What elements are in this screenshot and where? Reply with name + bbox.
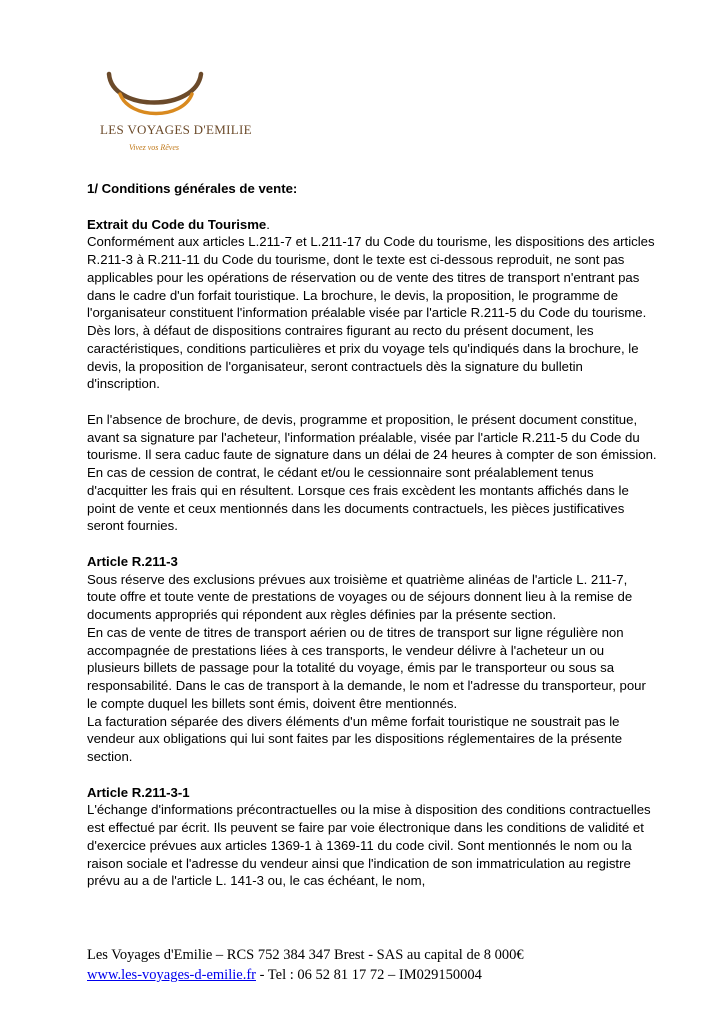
logo-company-name: LES VOYAGES D'EMILIE [100, 122, 252, 137]
article-title: Article R.211-3-1 [87, 784, 190, 800]
footer-company-line: Les Voyages d'Emilie – RCS 752 384 347 Brest - SAS au capital de 8 000€ [87, 947, 524, 963]
footer-contact-details: - Tel : 06 52 81 17 72 – IM029150004 [255, 967, 482, 983]
paragraph: Sous réserve des exclusions prévues aux troisième et quatrième alinéas de l'article L. 211-7, toute offre et toute vente de prestations de voyages ou de séjours donnent lieu à la remise de documents appropriés qui répondent aux règles définies par la présente section. [87, 571, 633, 622]
logo-arc-icon [100, 70, 210, 125]
company-logo [100, 70, 252, 165]
document-body [87, 180, 657, 890]
extrait-title-suffix: . [266, 216, 270, 232]
paragraph: En cas de vente de titres de transport aérien ou de titres de transport sur ligne régulière non accompagnée de prestations liées à ces transports, le vendeur délivre à l'acheteur un ou plusieurs billets de passage pour la totalité du voyage, émis par le transporteur ou sous sa responsabilité. Dans le cas de transport à la demande, le nom et l'adresse du transporteur, pour le compte duquel les billets sont émis, doivent être mentionnés. [87, 624, 646, 711]
paragraph: La facturation séparée des divers éléments d'un même forfait touristique ne soustrait pas le vendeur aux obligations qui lui sont faites par les dispositions réglementaires de la présente section. [87, 713, 623, 764]
page-footer [87, 945, 687, 985]
paragraph: Conformément aux articles L.211-7 et L.211-17 du Code du tourisme, les dispositions des articles R.211-3 à R.211-11 du Code du tourisme, dont le texte est ci-dessous reproduit, ne sont pas applicables pour les opérations de réservation ou de vente des titres de transport n'entrant pas dans le cadre d'un forfait touristique. La brochure, le devis, la proposition, le programme de l'organisateur constituent l'information préalable visée par l'article R.211-5 du Code du tourisme. Dès lors, à défaut de dispositions contraires figurant au recto du présent document, les caractéristiques, conditions particulières et prix du voyage tels qu'indiqués dans la brochure, le devis, la proposition de l'organisateur, seront contractuels dès la signature du bulletin d'inscription. [87, 234, 655, 392]
website-link[interactable]: www.les-voyages-d-emilie.fr [87, 967, 256, 983]
logo-tagline: Vivez vos Rêves [128, 143, 180, 152]
paragraph: L'échange d'informations précontractuelles ou la mise à disposition des conditions contractuelles est effectué par écrit. Ils peuvent se faire par voie électronique dans les conditions de validité et d'exercice prévues aux articles 1369-1 à 1369-11 du code civil. Sont mentionnés le nom ou la raison sociale et l'adresse du vendeur ainsi que l'indication de son immatriculation au registre prévu au a de l'article L. 141-3 ou, le cas échéant, le nom, [87, 802, 651, 889]
paragraph: En l'absence de brochure, de devis, programme et proposition, le présent document constitue, avant sa signature par l'acheteur, l'information préalable, visée par l'article R.211-5 du Code du tourisme. Il sera caduc faute de signature dans un délai de 24 heures à compter de son émission. [87, 411, 657, 463]
footer-contact-line [87, 965, 687, 985]
extrait-title-line [87, 216, 657, 234]
article-title: Article R.211-3 [87, 553, 178, 569]
paragraph: En cas de cession de contrat, le cédant et/ou le cessionnaire sont préalablement tenus d'acquitter les frais qui en résultent. Lorsque ces frais excèdent les montants affichés dans le point de vente et ceux mentionnés dans les documents contractuels, les pièces justificatives seront fournies. [87, 465, 629, 534]
extrait-title: Extrait du Code du Tourisme [87, 216, 267, 232]
section-heading: 1/ Conditions générales de vente: [87, 181, 298, 196]
